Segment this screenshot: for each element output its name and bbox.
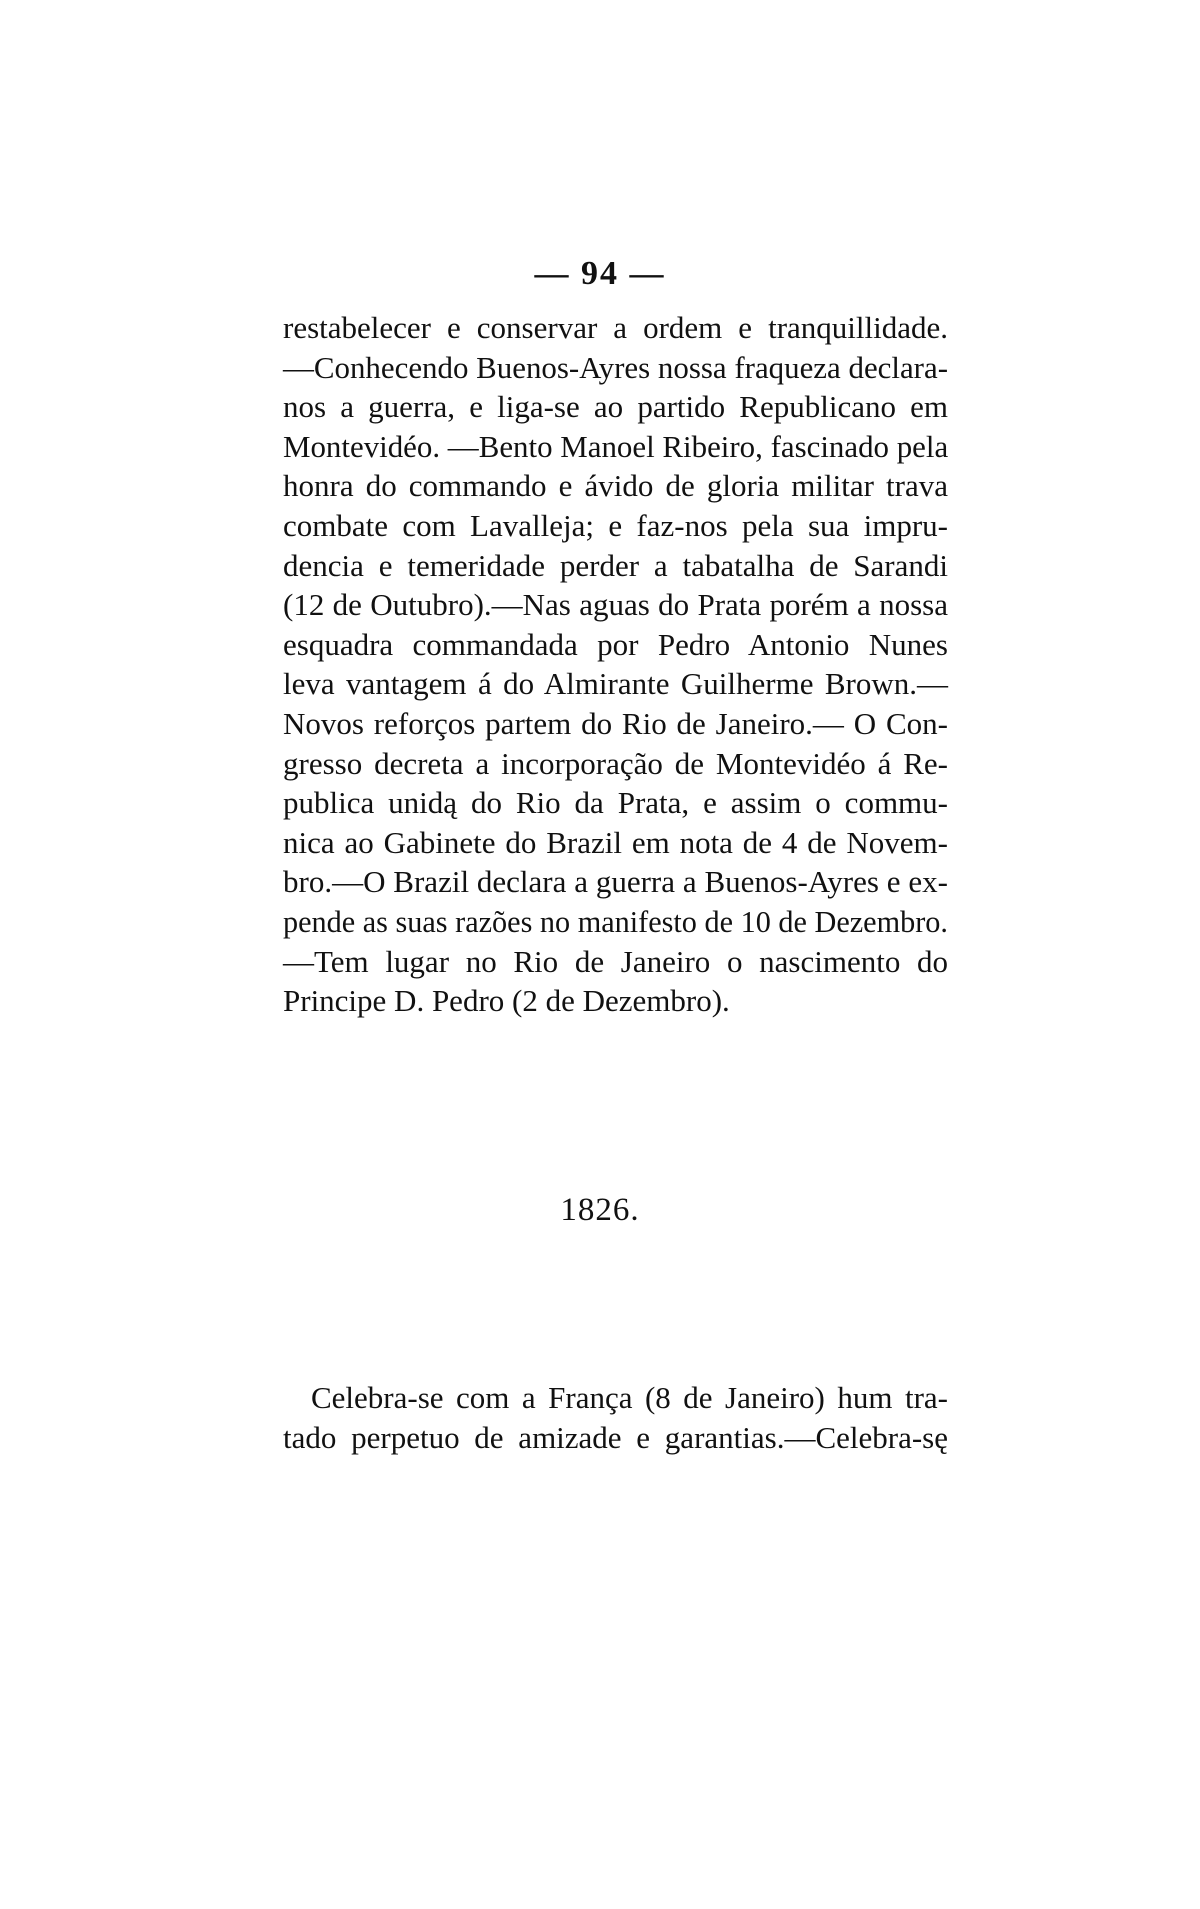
paragraph-1 <box>283 308 948 1021</box>
text-line: (12 de Outubro).—Nas aguas do Prata porém a nossa <box>283 587 948 623</box>
text-line: nica ao Gabinete do Brazil em nota de 4 de Novem- <box>283 824 948 860</box>
text-line: pende as suas razões no manifesto de 10 de Dezembro. <box>283 903 948 939</box>
text-line: Novos reforços partem do Rio de Janeiro.— O Con- <box>283 705 948 741</box>
text-line: Celebra-se com a França (8 de Janeiro) hum tra- <box>311 1380 948 1415</box>
text-line: dencia e temeridade perder a tabatalha de Sarandi <box>283 547 948 583</box>
paragraph-2 <box>283 1378 948 1457</box>
text-line: leva vantagem á do Almirante Guilherme Brown.— <box>283 666 948 702</box>
text-line: publica unidą do Rio da Prata, e assim o commu- <box>283 785 948 821</box>
text-line: nos a guerra, e liga-se ao partido Republicano em <box>283 389 948 425</box>
text-line: restabelecer e conservar a ordem e tranquillidade. <box>283 310 948 345</box>
year-heading: 1826. <box>560 1192 640 1228</box>
text-line: combate com Lavalleja; e faz-nos pela sua impru- <box>283 507 948 543</box>
text-line: gresso decreta a incorporação de Montevidéo á Re- <box>283 745 948 781</box>
text-line: tado perpetuo de amizade e garantias.—Celebra-sę <box>283 1419 948 1455</box>
text-line: esquadra commandada por Pedro Antonio Nunes <box>283 626 948 662</box>
page-number: — 94 — <box>534 255 666 292</box>
text-line: —Tem lugar no Rio de Janeiro o nascimento do <box>283 943 948 979</box>
text-line: Montevidéo. —Bento Manoel Ribeiro, fascinado pela <box>283 428 949 464</box>
text-line: bro.—O Brazil declara a guerra a Buenos-Ayres e ex- <box>283 864 948 900</box>
text-line: —Conhecendo Buenos-Ayres nossa fraqueza declara- <box>283 349 948 385</box>
text-line: honra do commando e ávido de gloria militar trava <box>283 468 948 504</box>
text-line: Principe D. Pedro (2 de Dezembro). <box>283 983 730 1019</box>
